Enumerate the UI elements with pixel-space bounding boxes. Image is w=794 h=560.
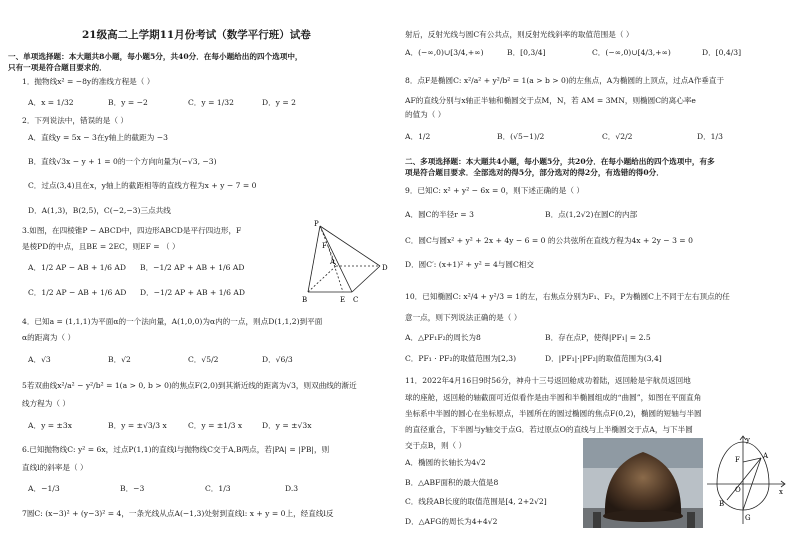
- q7-stem: 7圆C: (x−3)² + (y−3)² = 4，一条光线从点A(−1,3)处射到直线l: x + y = 0上，经直线l反: [22, 509, 334, 518]
- q8-option-d: D．1/3: [697, 132, 723, 141]
- q8-stem: 8．点F是椭圆C: x²/a² + y²/b² = 1(a > b > 0)的左焦点，A为椭圆的上顶点，过点A作垂直于: [405, 76, 725, 85]
- q11-stem-1: 11．2022年4月16日9时56分，神舟十三号返回舱成功着陆，返回舱是宇航员返回地: [405, 376, 691, 385]
- q6-stem-cont: 直线l的斜率是（ ）: [22, 463, 88, 472]
- q11-option-b: B．△ABF面积的最大值是8: [405, 478, 499, 487]
- q9-option-a: A．圆C的半径r = 3: [405, 210, 474, 219]
- q2-option-b: B．直线√3x − y + 1 = 0的一个方向向量为(−√3, −3): [28, 157, 217, 166]
- q6-option-b: B．−3: [120, 484, 145, 493]
- q10-option-a: A．△PF₁F₂的周长为8: [405, 333, 481, 342]
- fig2-label-a: A: [763, 452, 769, 460]
- fig2-label-o: O: [735, 486, 741, 494]
- q3-option-b: B．−1/2 AP + AB + 1/6 AD: [140, 263, 245, 272]
- q7-option-a: A．(−∞,0)∪[3/4,+∞): [405, 48, 484, 57]
- q8-stem-cont: AF的直线分别与x轴正半轴和椭圆交于点M，N，若 AM = 3MN，则椭圆C的离心率e: [405, 96, 696, 105]
- q8-option-c: C．√2/2: [602, 132, 633, 141]
- fig2-label-y: y: [746, 436, 750, 444]
- q8-option-b: B．(√5−1)/2: [497, 132, 545, 141]
- section2-heading-cont: 项是符合题目要求．全部选对的得5分，部分选对的得2分，有选错的得0分．: [405, 168, 664, 177]
- q3-option-a: A．1/2 AP − AB + 1/6 AD: [28, 263, 126, 272]
- q8-option-a: A．1/2: [405, 132, 431, 141]
- q3-option-d: D．−1/2 AP + AB + 1/6 AD: [140, 288, 245, 297]
- q6-option-c: C．1/3: [205, 484, 231, 493]
- q11-stem-2: 球的座舱，返回舱的轴截面可近似看作是由半圆和半椭圆组成的“曲圆”，如图在平面直角: [405, 393, 702, 402]
- q3-stem-cont: 是棱PD的中点，且BE = 2EC，则EF = （ ）: [22, 242, 180, 251]
- fig2-label-b: B: [719, 500, 725, 508]
- fig-label-p: P: [314, 220, 319, 228]
- q5-stem-cont: 线方程为（ ）: [22, 399, 70, 408]
- q2-stem: 2．下列说法中，错误的是（ ）: [22, 116, 128, 125]
- q2-option-a: A．直线y = 5x − 3在y轴上的截距为 −3: [28, 133, 168, 142]
- q9-option-d: D．圆C′: (x+1)² + y² = 4与圆C相交: [405, 260, 534, 269]
- q9-option-c: C．圆C与圆x² + y² + 2x + 4y − 6 = 0 的公共弦所在直线方程为4x + 2y − 3 = 0: [405, 236, 693, 245]
- capsule-photo: [583, 438, 703, 528]
- q6-stem: 6.已知抛物线C: y² = 6x，过点P(1,1)的直线l与抛物线C交于A,B两点，若|PA| = |PB|，则: [22, 445, 330, 454]
- q6-option-d: D.3: [285, 484, 299, 493]
- q10-option-d: D．|PF₁|·|PF₂|的取值范围为(3,4]: [545, 354, 662, 363]
- q2-option-d: D．A(1,3)，B(2,5)，C(−2,−3)三点共线: [28, 206, 171, 215]
- q7-stem-cont: 射后，反射光线与圆C有公共点，则反射光线斜率的取值范围是（ ）: [405, 30, 634, 39]
- pyramid-figure: [300, 218, 392, 306]
- q9-stem: 9．已知C: x² + y² − 6x = 0，则下述正确的是（ ）: [405, 186, 584, 195]
- ellipse-figure: [703, 432, 789, 528]
- fig-label-e: E: [340, 296, 346, 304]
- q10-stem-cont: 意一点，则下列说法正确的是（ ）: [405, 313, 522, 322]
- q5-option-d: D．y = ±√3x: [262, 421, 312, 430]
- q11-option-a: A．椭圆的长轴长为4√2: [405, 458, 486, 467]
- q3-option-c: C．1/2 AP − AB + 1/6 AD: [28, 288, 127, 297]
- section1-heading-cont: 只有一项是符合题目要求的．: [8, 63, 107, 72]
- section2-heading: 二、多项选择题：本大题共4小题，每小题5分，共20分．在每小题给出的四个选项中，有多: [405, 157, 715, 166]
- q7-option-d: D．[0,4/3]: [702, 48, 742, 57]
- q1-option-c: C．y = 1/32: [188, 98, 234, 107]
- q5-stem: 5若双曲线x²/a² − y²/b² = 1(a > 0, b > 0)的焦点F(2,0)到其渐近线的距离为√3，则双曲线的渐近: [22, 381, 357, 390]
- q4-option-a: A．√3: [28, 355, 51, 364]
- q10-stem: 10．已知椭圆C: x²/4 + y²/3 = 1的左，右焦点分别为F₁、F₂，P为椭圆C上不同于左右顶点的任: [405, 292, 730, 301]
- right-column: [397, 0, 794, 560]
- q1-option-a: A．x = 1/32: [28, 98, 74, 107]
- q8-stem-cont2: 的值为（ ）: [405, 110, 446, 119]
- q1-stem: 1．抛物线x² = −8y的准线方程是（ ）: [22, 77, 155, 86]
- q5-option-b: B．y = ±√3/3 x: [108, 421, 167, 430]
- q11-stem-4: 的直径重合，下半圆与y轴交于点G．若过原点O的直线与上半椭圆交于点A，与下半圆: [405, 425, 693, 434]
- q1-option-b: B．y = −2: [108, 98, 148, 107]
- q4-stem: 4．已知a = (1,1,1)为平面α的一个法向量，A(1,0,0)为α内的一点，则点D(1,1,2)到平面: [22, 317, 323, 326]
- q7-option-b: B．[0,3/4]: [507, 48, 546, 57]
- q1-option-d: D．y = 2: [262, 98, 296, 107]
- fig2-label-g: G: [745, 514, 751, 522]
- fig-label-c: C: [353, 296, 359, 304]
- q11-option-d: D．△AFG的周长为4+4√2: [405, 517, 498, 526]
- q10-option-c: C．PF₁ · PF₂的取值范围为[2,3): [405, 354, 517, 363]
- fig-label-f: F: [322, 242, 327, 250]
- fig-label-a: A: [330, 258, 336, 266]
- fig2-label-x: x: [779, 488, 783, 496]
- q10-option-b: B．存在点P，使得|PF₁| = 2.5: [545, 333, 651, 342]
- q6-option-a: A．−1/3: [28, 484, 60, 493]
- q11-stem-5: 交于点B，则（ ）: [405, 441, 467, 450]
- fig-label-b: B: [302, 296, 308, 304]
- q11-stem-3: 坐标系中半圆的圆心在坐标原点，半圆所在的圆过椭圆的焦点F(0,2)，椭圆的短轴与半圆: [405, 409, 702, 418]
- q3-stem: 3.如图，在四棱锥P − ABCD中，四边形ABCD是平行四边形，F: [22, 226, 242, 235]
- fig2-label-f: F: [735, 456, 740, 464]
- q5-option-c: C．y = ±1/3 x: [188, 421, 243, 430]
- q4-stem-cont: α的距离为（ ）: [22, 333, 76, 342]
- q7-option-c: C．(−∞,0)∪[4/3,+∞): [592, 48, 671, 57]
- q4-option-c: C．√5/2: [188, 355, 219, 364]
- q11-option-c: C．线段AB长度的取值范围是[4, 2+2√2]: [405, 497, 547, 506]
- exam-title: 21级高二上学期11月份考试（数学平行班）试卷: [82, 29, 311, 41]
- q2-option-c: C．过点(3,4)且在x，y轴上的截距相等的直线方程为x + y − 7 = 0: [28, 181, 257, 190]
- fig-label-d: D: [382, 264, 388, 272]
- q9-option-b: B．点(1,2√2)在圆C的内部: [545, 210, 638, 219]
- q4-option-b: B．√2: [108, 355, 131, 364]
- q5-option-a: A．y = ±3x: [28, 421, 73, 430]
- q4-option-d: D．√6/3: [262, 355, 293, 364]
- section1-heading: 一、单项选择题：本大题共8小题，每小题5分，共40分．在每小题给出的四个选项中，: [8, 52, 303, 61]
